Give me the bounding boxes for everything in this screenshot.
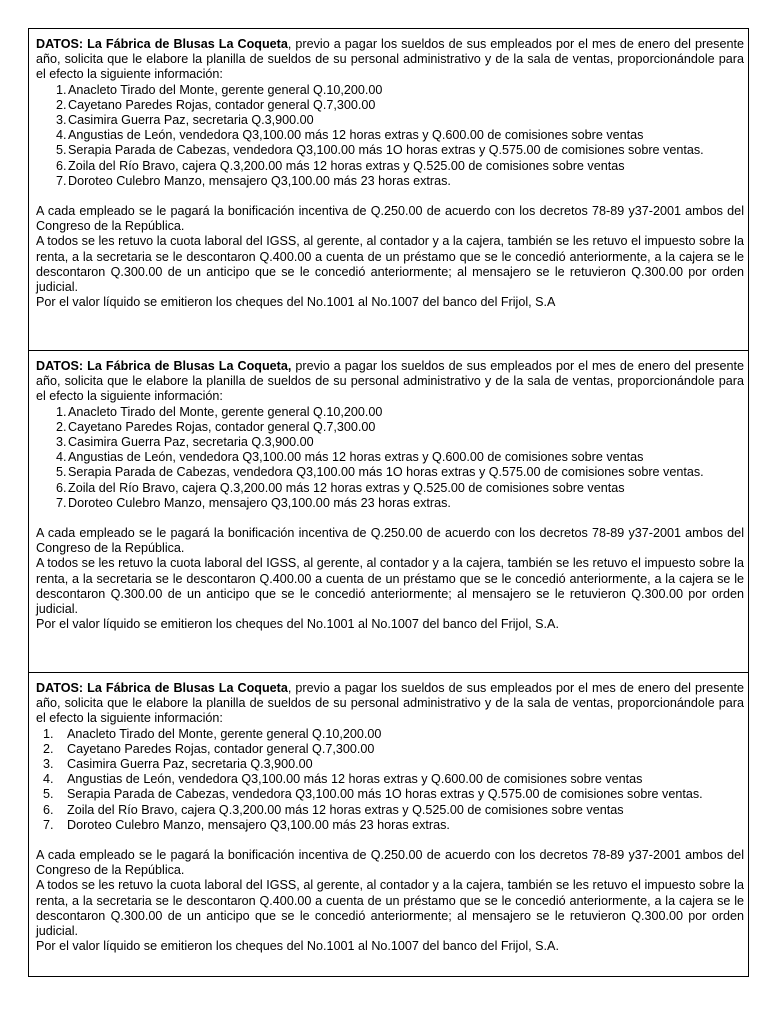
list-item: 4. Angustias de León, vendedora Q3,100.00 más 12 horas extras y Q.600.00 de comisiones sobre ventas <box>56 450 644 465</box>
list-item: 3. Casimira Guerra Paz, secretaria Q.3,900.00 <box>56 435 314 450</box>
checks-paragraph: Por el valor líquido se emitieron los cheques del No.1001 al No.1007 del banco del Frijol, S.A <box>36 295 556 310</box>
list-item: 7. Doroteo Culebro Manzo, mensajero Q3,100.00 más 23 horas extras. <box>56 495 451 510</box>
list-item-text: Serapia Parada de Cabezas, vendedora Q3,100.00 más 1O horas extras y Q.575.00 de comisiones sobre ventas. <box>67 787 703 802</box>
list-item-text: Zoila del Río Bravo, cajera Q.3,200.00 más 12 horas extras y Q.525.00 de comisiones sobre ventas <box>67 802 624 817</box>
employee-list <box>36 727 744 833</box>
list-item: 3. Casimira Guerra Paz, secretaria Q.3,900.00 <box>56 113 314 128</box>
list-item: 2. Cayetano Paredes Rojas, contador general Q.7,300.00 <box>43 741 375 756</box>
list-item-text: Cayetano Paredes Rojas, contador general Q.7,300.00 <box>68 97 376 112</box>
list-item-text: Zoila del Río Bravo, cajera Q.3,200.00 más 12 horas extras y Q.525.00 de comisiones sobre ventas <box>68 158 625 173</box>
list-item: 3. Casimira Guerra Paz, secretaria Q.3,900.00 <box>43 757 313 772</box>
list-item-text: Casimira Guerra Paz, secretaria Q.3,900.00 <box>67 757 313 772</box>
list-item-text: Doroteo Culebro Manzo, mensajero Q3,100.00 más 23 horas extras. <box>68 495 451 510</box>
list-item-text: Angustias de León, vendedora Q3,100.00 más 12 horas extras y Q.600.00 de comisiones sobre ventas <box>67 772 643 787</box>
list-item: 2. Cayetano Paredes Rojas, contador general Q.7,300.00 <box>56 97 376 112</box>
checks-paragraph: Por el valor líquido se emitieron los cheques del No.1001 al No.1007 del banco del Frijol, S.A. <box>36 617 559 632</box>
bonus-paragraph: A cada empleado se le pagará la bonificación incentiva de Q.250.00 de acuerdo con los decretos 78-89 y37-2001 ambos del Congreso de la República. <box>36 204 744 234</box>
datos-block-3 <box>29 673 748 976</box>
deductions-paragraph: A todos se les retuvo la cuota laboral del IGSS, al gerente, al contador y a la cajera, también se les retuvo el impuesto sobre la renta, a la secretaria se le descontaron Q.400.00 a cuenta de un préstamo que se le concedió anteriormente, a la cajera se le descontaron Q.300.00 de un anticipo que se le concedió anteriormente; al mensajero se le retuvieron Q.300.00 por orden judicial. <box>36 234 744 295</box>
list-item-text: Anacleto Tirado del Monte, gerente general Q.10,200.00 <box>67 726 382 741</box>
list-item-text: Cayetano Paredes Rojas, contador general Q.7,300.00 <box>68 419 376 434</box>
list-item-text: Serapia Parada de Cabezas, vendedora Q3,100.00 más 1O horas extras y Q.575.00 de comisiones sobre ventas. <box>68 143 704 158</box>
list-item: 6. Zoila del Río Bravo, cajera Q.3,200.00 más 12 horas extras y Q.525.00 de comisiones sobre ventas <box>56 158 625 173</box>
list-item: 4. Angustias de León, vendedora Q3,100.00 más 12 horas extras y Q.600.00 de comisiones sobre ventas <box>43 772 643 787</box>
list-item-text: Anacleto Tirado del Monte, gerente general Q.10,200.00 <box>68 82 383 97</box>
list-item-text: Anacleto Tirado del Monte, gerente general Q.10,200.00 <box>68 404 383 419</box>
intro-text: , previo a pagar los sueldos de sus empleados por el mes de enero del presente año, solicita que le elabore la planilla de sueldos de su personal administrativo y de la sala de ventas, proporcionándole para el efecto la siguiente información: <box>36 37 744 82</box>
employee-list <box>36 83 744 189</box>
list-item: 5. Serapia Parada de Cabezas, vendedora Q3,100.00 más 1O horas extras y Q.575.00 de comisiones sobre ventas. <box>43 787 703 802</box>
list-item: 1. Anacleto Tirado del Monte, gerente general Q.10,200.00 <box>43 726 382 741</box>
list-item: 6. Zoila del Río Bravo, cajera Q.3,200.00 más 12 horas extras y Q.525.00 de comisiones sobre ventas <box>43 802 624 817</box>
employee-list <box>36 405 744 511</box>
intro-text: , previo a pagar los sueldos de sus empleados por el mes de enero del presente año, solicita que le elabore la planilla de sueldos de su personal administrativo y de la sala de ventas, proporcionándole para el efecto la siguiente información: <box>36 681 744 726</box>
deductions-paragraph: A todos se les retuvo la cuota laboral del IGSS, al gerente, al contador y a la cajera, también se les retuvo el impuesto sobre la renta, a la secretaria se le descontaron Q.400.00 a cuenta de un préstamo que se le concedió anteriormente, a la cajera se le descontaron Q.300.00 de un anticipo que se le concedió anteriormente; al mensajero se le retuvieron Q.300.00 por orden judicial. <box>36 556 744 617</box>
list-item: 7. Doroteo Culebro Manzo, mensajero Q3,100.00 más 23 horas extras. <box>56 173 451 188</box>
list-item: 4. Angustias de León, vendedora Q3,100.00 más 12 horas extras y Q.600.00 de comisiones sobre ventas <box>56 128 644 143</box>
block-title: DATOS: La Fábrica de Blusas La Coqueta <box>36 681 288 695</box>
list-item-text: Zoila del Río Bravo, cajera Q.3,200.00 más 12 horas extras y Q.525.00 de comisiones sobre ventas <box>68 480 625 495</box>
list-item-text: Cayetano Paredes Rojas, contador general Q.7,300.00 <box>67 741 375 756</box>
intro-text: previo a pagar los sueldos de sus empleados por el mes de enero del presente año, solicita que le elabore la planilla de sueldos de su personal administrativo y de la sala de ventas, proporcionándole para el efecto la siguiente información: <box>36 359 744 404</box>
list-item-text: Doroteo Culebro Manzo, mensajero Q3,100.00 más 23 horas extras. <box>67 817 450 832</box>
document-sheet <box>28 28 749 977</box>
list-item-text: Casimira Guerra Paz, secretaria Q.3,900.00 <box>68 435 314 450</box>
list-item-text: Doroteo Culebro Manzo, mensajero Q3,100.00 más 23 horas extras. <box>68 173 451 188</box>
block-title: DATOS: La Fábrica de Blusas La Coqueta, <box>36 359 292 373</box>
bonus-paragraph: A cada empleado se le pagará la bonificación incentiva de Q.250.00 de acuerdo con los decretos 78-89 y37-2001 ambos del Congreso de la República. <box>36 848 744 878</box>
bonus-paragraph: A cada empleado se le pagará la bonificación incentiva de Q.250.00 de acuerdo con los decretos 78-89 y37-2001 ambos del Congreso de la República. <box>36 526 744 556</box>
list-item: 5. Serapia Parada de Cabezas, vendedora Q3,100.00 más 1O horas extras y Q.575.00 de comisiones sobre ventas. <box>56 143 704 158</box>
list-item-text: Angustias de León, vendedora Q3,100.00 más 12 horas extras y Q.600.00 de comisiones sobre ventas <box>68 128 644 143</box>
list-item-text: Serapia Parada de Cabezas, vendedora Q3,100.00 más 1O horas extras y Q.575.00 de comisiones sobre ventas. <box>68 465 704 480</box>
list-item: 1. Anacleto Tirado del Monte, gerente general Q.10,200.00 <box>56 404 383 419</box>
datos-block-1 <box>29 29 748 351</box>
list-item: 6. Zoila del Río Bravo, cajera Q.3,200.00 más 12 horas extras y Q.525.00 de comisiones sobre ventas <box>56 480 625 495</box>
datos-block-2 <box>29 351 748 673</box>
intro-paragraph <box>36 37 744 83</box>
list-item-text: Angustias de León, vendedora Q3,100.00 más 12 horas extras y Q.600.00 de comisiones sobre ventas <box>68 450 644 465</box>
intro-paragraph <box>36 359 744 405</box>
list-item: 2. Cayetano Paredes Rojas, contador general Q.7,300.00 <box>56 419 376 434</box>
checks-paragraph: Por el valor líquido se emitieron los cheques del No.1001 al No.1007 del banco del Frijol, S.A. <box>36 939 559 954</box>
deductions-paragraph: A todos se les retuvo la cuota laboral del IGSS, al gerente, al contador y a la cajera, también se les retuvo el impuesto sobre la renta, a la secretaria se le descontaron Q.400.00 a cuenta de un préstamo que se le concedió anteriormente, a la cajera se le descontaron Q.300.00 de un anticipo que se le concedió anteriormente; al mensajero se le retuvieron Q.300.00 por orden judicial. <box>36 878 744 939</box>
list-item: 7. Doroteo Culebro Manzo, mensajero Q3,100.00 más 23 horas extras. <box>43 817 450 832</box>
list-item: 1. Anacleto Tirado del Monte, gerente general Q.10,200.00 <box>56 82 383 97</box>
list-item: 5. Serapia Parada de Cabezas, vendedora Q3,100.00 más 1O horas extras y Q.575.00 de comisiones sobre ventas. <box>56 465 704 480</box>
list-item-text: Casimira Guerra Paz, secretaria Q.3,900.00 <box>68 113 314 128</box>
intro-paragraph <box>36 681 744 727</box>
block-title: DATOS: La Fábrica de Blusas La Coqueta <box>36 37 288 51</box>
